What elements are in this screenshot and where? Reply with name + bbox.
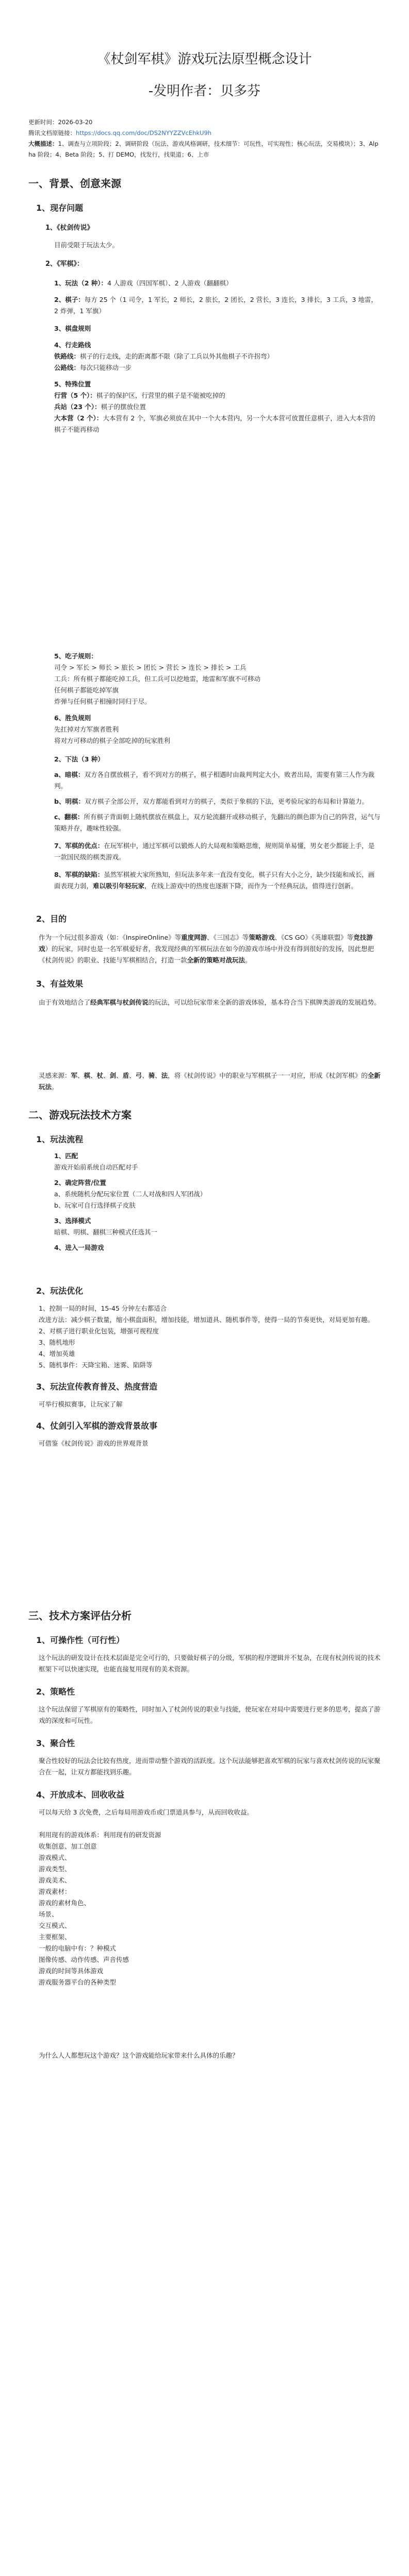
junqi-pros-label: 7、军棋的优点： <box>54 842 104 850</box>
junqi-cons-tail: ，在线上游戏中的热度也逐渐下降，而作为一个经典玩法，值得进行创新。 <box>144 882 357 890</box>
feasibility-heading: 1、可操作性（可行性） <box>36 1635 125 1645</box>
inspiration-label: 灵感来源： <box>39 1072 71 1079</box>
junqi-way-item <box>28 796 381 807</box>
story-text: 可借鉴《杖剑传说》游戏的世界观背景 <box>39 1439 149 1447</box>
flow-step-title: 2、确定阵营/位置 <box>54 1179 106 1187</box>
junqi-spot-station-text: 棋子的摆放位置 <box>101 403 146 411</box>
optimize-line: 1、控制一局的时间，15-45 分钟左右都适合 <box>39 1304 167 1312</box>
aggregation-text: 聚合性较好的玩法会比较有热度，进而带动整个游戏的活跃度。这个玩法能够把喜欢军棋的玩家与喜欢杖剑传说的玩家聚合在一起，让双方都能找到乐趣。 <box>39 1757 381 1776</box>
inspiration-tail: 。 <box>52 1083 58 1091</box>
inspiration-sep: 、 <box>77 1072 84 1079</box>
junqi-way-text: 所有棋子背面朝上随机摆放在棋盘上，双方轮流翻开或移动棋子，先翻出的颜色即为自己的阵营，运气与策略并存，趣味性较强。 <box>54 813 381 832</box>
document-meta <box>28 117 381 160</box>
list-item: 游戏的素材角色、 <box>39 1899 91 1907</box>
blank-area <box>28 1253 381 1274</box>
junqi-cons-text: 虽然军棋被大家所熟知，但玩法多年来一直没有变化，棋子只有大小之分，缺少技能和成长，画面表现力弱， <box>54 871 375 890</box>
summary-text: 1、调查与立项阶段；2、调研阶段（玩法、游戏风格调研，技术细节：可玩性，可实现性；核心玩法，交易模块）；3、Alpha 阶段；4、Beta 阶段；5、打 DEMO，找发行，找渠道；6、上市 <box>28 140 379 158</box>
junqi-win-heading: 6、胜负规则 <box>54 714 91 722</box>
junqi-route-rail-label: 铁路线： <box>54 352 80 360</box>
purpose-emphasis: 全新的策略对战玩法 <box>187 956 246 964</box>
benefit-segment: 的玩法，可以给玩家带来全新的游戏体验，基本符合当下棋牌类游戏的发展趋势。 <box>148 998 381 1006</box>
benefit-emphasis: 经典军棋与杖剑传说 <box>90 998 149 1006</box>
junqi-route-rail-text: 棋子的行走线，走的距离都不限（除了工兵以外其他棋子不许拐弯） <box>80 352 274 360</box>
junqi-capture-line: 司令 > 军长 > 师长 > 旅长 > 团长 > 营长 > 连长 > 排长 > 工兵 <box>54 664 247 671</box>
optimize-line: 2、对棋子进行职业化包装，增强可视程度 <box>39 1327 159 1335</box>
purpose-segment: ）的玩家，同时也是一名军棋爱好者，我发现经典的军棋玩法在如今的游戏市场中并没有得到很好的发扬，因此想把《杖剑传说》的职业、技能与军棋相结合，打造一款 <box>39 945 374 964</box>
junqi-modes <box>28 278 381 289</box>
flow-step-line: b、玩家可自行选择棋子皮肤 <box>54 1201 136 1209</box>
junqi-pieces-label: 2、棋子： <box>54 296 85 303</box>
list-item: 主要框架、 <box>39 1933 71 1941</box>
optimize-line: 4、增加英雄 <box>39 1350 75 1358</box>
purpose-segment: 。 <box>245 956 252 964</box>
list-item: 交互模式、 <box>39 1922 71 1929</box>
inspiration-sep: 、 <box>103 1072 110 1079</box>
purpose-segment: 作为一个玩过很多游戏（如：《InspireOnline》等 <box>39 934 182 941</box>
flow-heading: 1、玩法流程 <box>36 1134 84 1144</box>
junqi-pieces <box>28 294 381 317</box>
inspiration-char: 军 <box>71 1072 78 1079</box>
feasibility-text: 这个玩法的研发设计在技术层面是完全可行的，只要做好棋子的分级，军棋的程序逻辑并不复杂，在现有杖剑传说的技术框架下可以快速实现，也能直接复用现有的美术资源。 <box>39 1654 381 1673</box>
junqi-way-label: c、翻棋： <box>54 813 84 821</box>
junqi-way-label: b、明棋： <box>54 798 85 805</box>
flow-step-title: 3、选择模式 <box>54 1217 91 1225</box>
list-item: 收集创意、加工创意 <box>39 1842 97 1850</box>
purpose-emphasis: 重度网游 <box>181 934 207 941</box>
junqi-spot-hq <box>28 413 381 435</box>
inspiration-char: 弓 <box>135 1072 142 1079</box>
junqi-way-text: 双方棋子全部公开，双方都能看到对方的棋子，类似于象棋的下法，更考验玩家的布局和计算能力。 <box>84 798 368 805</box>
junqi-win-line: 将对方可移动的棋子全部吃掉的玩家胜利 <box>54 737 171 744</box>
section-3-heading: 三、技术方案评估分析 <box>28 1609 132 1622</box>
junqi-route-rail <box>28 351 381 362</box>
optimize-heading: 2、玩法优化 <box>36 1286 84 1296</box>
junqi-modes-label: 1、玩法（2 种）： <box>54 279 107 287</box>
inspiration-paragraph <box>28 1070 381 1093</box>
inspiration-sep: 、 <box>116 1072 123 1079</box>
flow-step-line: 暗棋、明棋、翻棋三种模式任选其一 <box>54 1228 158 1236</box>
junqi-spot-camp-label: 行营（5 个）： <box>54 392 96 399</box>
junqi-heading: 2、《军棋》： <box>45 260 84 268</box>
junqi-route-road <box>28 362 381 374</box>
junqi-spots-heading: 5、特殊位置 <box>54 380 91 388</box>
inspiration-emphasis: 全新玩法 <box>39 1072 381 1091</box>
junqi-cons-label: 8、军棋的缺陷： <box>54 871 104 878</box>
story-heading: 4、仗剑引入军棋的游戏背景故事 <box>36 1421 158 1431</box>
junqi-win-line: 先扛掉对方军旗者胜利 <box>54 725 119 733</box>
blank-area <box>28 1988 381 2050</box>
list-item: 场景、 <box>39 1910 58 1918</box>
promo-heading: 3、玩法宣传教育普及、热度营造 <box>36 1382 158 1392</box>
benefit-heading: 3、有益效果 <box>36 979 84 989</box>
purpose-paragraph <box>28 932 381 966</box>
section-2-heading: 二、游戏玩法技术方案 <box>28 1109 132 1121</box>
list-item: 游戏模式、 <box>39 1854 71 1861</box>
document-title: 《杖剑军棋》游戏玩法原型概念设计 <box>97 52 312 67</box>
inspiration-char: 骑 <box>148 1072 155 1079</box>
problems-heading: 1、现存问题 <box>36 203 84 213</box>
flow-step-title: 4、进入一局游戏 <box>54 1244 104 1251</box>
inspiration-char: 棋 <box>84 1072 91 1079</box>
junqi-way-item <box>28 811 381 834</box>
inspiration-char: 剑 <box>109 1072 117 1079</box>
purpose-emphasis: 竞技游戏 <box>39 934 373 953</box>
summary-label: 大概描述： <box>28 140 58 147</box>
benefit-segment: 由于有效地结合了 <box>39 998 91 1006</box>
junqi-spot-camp <box>28 390 381 401</box>
junqi-way-text: 双方各自摆放棋子，看不到对方的棋子，棋子相遇时由裁判判定大小，败者出局，需要有第三人作为裁判。 <box>54 771 374 790</box>
list-item: 游戏素材： <box>39 1888 71 1895</box>
purpose-segment: 、《CS GO》《英雄联盟》等 <box>274 934 354 941</box>
list-item: 游戏美术、 <box>39 1876 71 1884</box>
junqi-spot-hq-label: 大本营（2 个）： <box>54 414 103 422</box>
junqi-routes-heading: 4、行走路线 <box>54 341 91 349</box>
inspiration-text: ，将《杖剑传说》中的职业与军棋棋子一一对应，形成《杖剑军棋》的 <box>168 1072 368 1079</box>
list-item: 游戏类型、 <box>39 1865 71 1873</box>
blank-area <box>28 1008 381 1070</box>
closing-question: 为什么人人都想玩这个游戏？这个游戏能给玩家带来什么具体的乐趣？ <box>39 2052 239 2059</box>
junqi-way-item <box>28 769 381 792</box>
list-item: 图像传感、动作传感、声音传感 <box>39 1956 129 1963</box>
section-1-heading: 一、背景、创意来源 <box>28 177 121 190</box>
source-link-label: 腾讯文档原链接： <box>28 129 76 137</box>
blank-area <box>28 1449 381 1594</box>
purpose-heading: 2、目的 <box>36 914 67 924</box>
cost-text: 可以每天给 3 次免费，之后每局用游戏币或门票道具参与，从而回收收益。 <box>39 1808 253 1816</box>
inspiration-sep: 、 <box>142 1072 149 1079</box>
purpose-segment: 、《三国志》等 <box>207 934 249 941</box>
junqi-pros <box>28 840 381 863</box>
list-item: 利用现有的游戏体系：利用现有的研发资源 <box>39 1831 161 1839</box>
optimize-line: 5、随机事件：天降宝箱、迷雾、陷阱等 <box>39 1361 153 1369</box>
list-item: 游戏服务器平台的各种类型 <box>39 1978 117 1986</box>
inspiration-char: 杖 <box>96 1072 104 1079</box>
document-author: -发明作者：贝多芬 <box>148 83 261 99</box>
flow-step-line: 游戏开始前系统自动匹配对手 <box>54 1163 138 1171</box>
junqi-capture-line: 工兵：所有棋子都能吃掉工兵，但工兵可以挖地雷，地雷和军旗不可移动 <box>54 675 261 683</box>
inspiration-char: 盾 <box>122 1072 129 1079</box>
junqi-route-road-text: 每次只能移动一步 <box>80 364 132 371</box>
optimize-line: 改进方法：减少棋子数量，缩小棋盘面积，增加技能，增加道具、随机事件等，使得一局的节奏更快，对局更加有趣。 <box>39 1316 374 1324</box>
blank-area <box>28 435 381 646</box>
inspiration-sep: 、 <box>155 1072 161 1079</box>
summary <box>28 139 381 160</box>
zhangjian-heading: 1、《杖剑传说》 <box>45 224 94 232</box>
flow-step-line: a、系统随机分配玩家位置（二人对战和四人军团战） <box>54 1190 207 1198</box>
junqi-spot-hq-text: 大本营有 2 个，军旗必须放在其中一个大本营内，另一个大本营可放置任意棋子，进入大本营的棋子不能再移动 <box>54 414 375 433</box>
cost-heading: 4、开放成本、回收收益 <box>36 1790 125 1800</box>
updated-time: 更新时间：2026-03-20 <box>28 118 93 126</box>
purpose-emphasis: 策略游戏 <box>249 934 275 941</box>
junqi-capture-line: 任何棋子都能吃掉军旗 <box>54 686 119 694</box>
optimize-line: 3、随机地形 <box>39 1338 75 1346</box>
junqi-cons <box>28 869 381 892</box>
junqi-way-label: a、暗棋： <box>54 771 85 778</box>
junqi-spot-station-label: 兵站（23 个）： <box>54 403 101 411</box>
junqi-capture-heading: 5、吃子规则： <box>54 652 97 660</box>
aggregation-heading: 3、聚合性 <box>36 1738 75 1748</box>
inspiration-sep: 、 <box>90 1072 97 1079</box>
flow-step-title: 1、匹配 <box>54 1152 78 1160</box>
junqi-spot-station <box>28 401 381 413</box>
inspiration-sep: 、 <box>129 1072 136 1079</box>
zhangjian-text: 目前受限于玩法太少。 <box>54 241 119 249</box>
junqi-cons-emphasis: 难以吸引年轻玩家 <box>93 882 145 890</box>
promo-text: 可举行模拟赛事，让玩家了解 <box>39 1400 123 1408</box>
junqi-ways-heading: 2、下法（3 种） <box>54 755 104 763</box>
source-link-line <box>28 128 381 139</box>
junqi-modes-text: 4 人游戏（四国军棋）、2 人游戏（翻翻棋） <box>107 279 233 287</box>
strategy-heading: 2、策略性 <box>36 1687 75 1697</box>
strategy-text: 这个玩法保留了军棋原有的策略性，同时加入了杖剑传说的职业与技能，使玩家在对局中需要进行更多的思考，提高了游戏的深度和可玩性。 <box>39 1705 381 1724</box>
junqi-capture-line: 炸弹与任何棋子相撞时同归于尽。 <box>54 698 151 705</box>
benefit-paragraph <box>28 997 381 1008</box>
junqi-pieces-text: 每方 25 个（1 司令，1 军长，2 师长，2 旅长，2 团长，2 营长，3 连长，3 排长，3 工兵，3 地雷，2 炸弹，1 军旗） <box>54 296 378 315</box>
junqi-route-road-label: 公路线： <box>54 364 80 371</box>
list-item: 游戏的时间等具体游戏 <box>39 1967 104 1975</box>
junqi-pros-text: 在玩军棋中，通过军棋可以锻炼人的大局观和策略思维，规则简单易懂，男女老少都能上手，是一款国民级的棋类游戏。 <box>54 842 375 861</box>
inspiration-char: 法 <box>161 1072 168 1079</box>
source-link[interactable]: https://docs.qq.com/doc/DS2NYYZZVcEhkU9h <box>76 129 212 137</box>
list-item: 一般的电脑中有：？种模式 <box>39 1944 117 1952</box>
junqi-board: 3、棋盘规则 <box>54 325 91 332</box>
junqi-spot-camp-text: 棋子的保护区，行营里的棋子是不能被吃掉的 <box>96 392 225 399</box>
resource-list <box>28 1829 381 1988</box>
